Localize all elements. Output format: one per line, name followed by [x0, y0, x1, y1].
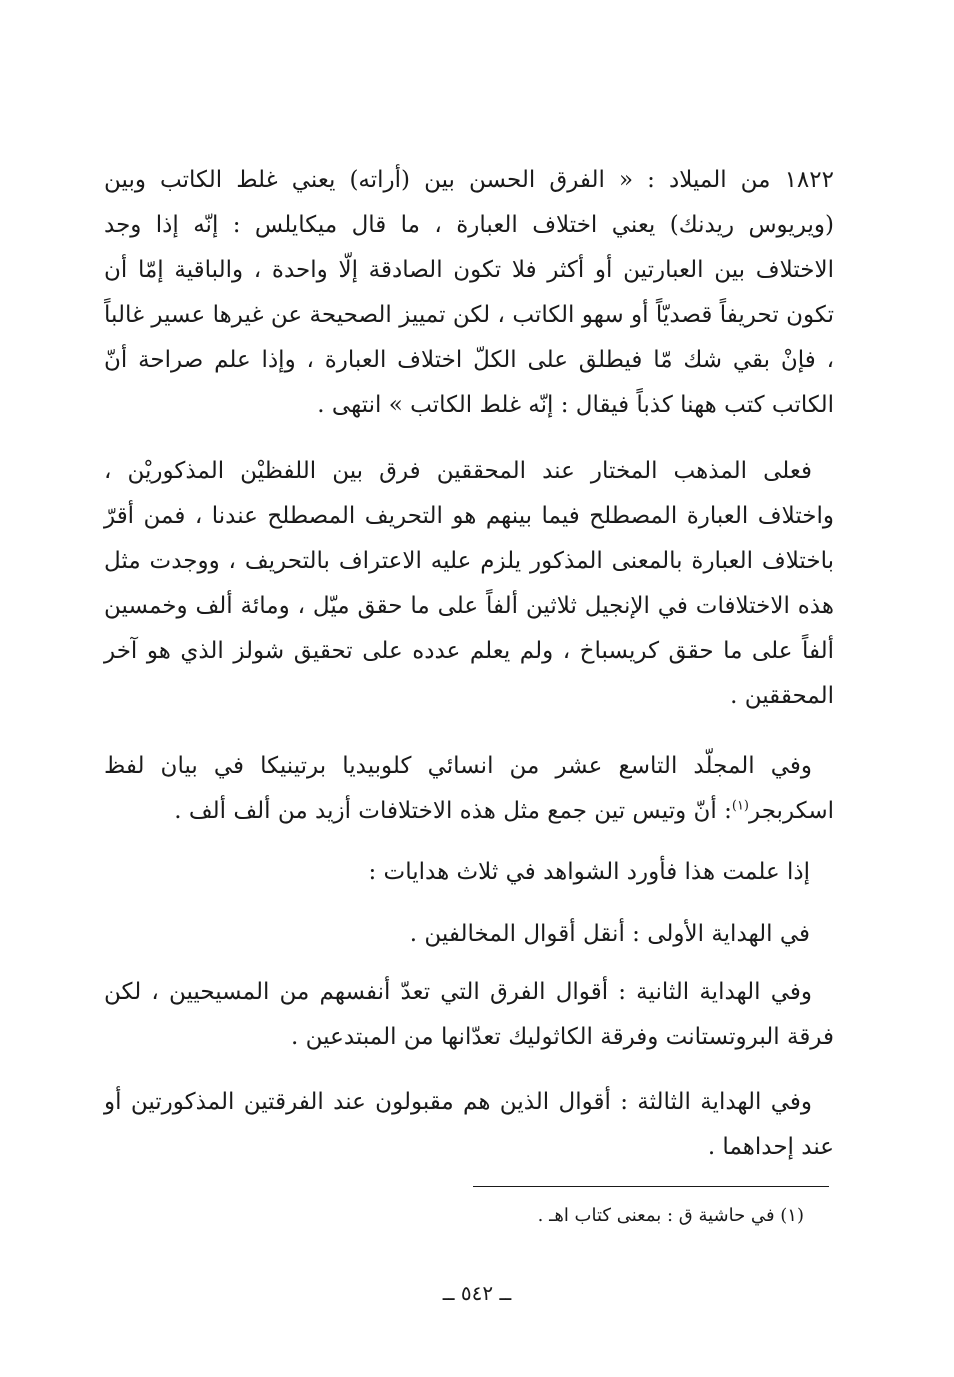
- paragraph-1: ١٨٢٢ من الميلاد : « الفرق الحسن بين (أراته) يعني غلط الكاتب وبين (ويريوس ريدنك) يعني اختلاف العبارة ، ما قال ميكايلس : إنّه إذا وجد الاختلاف بين العبارتين أو أكثر فلا تكون الصادقة إلّا واحدة ، والباقية إمّا أن تكون تحريفاً قصديّاً أو سهو الكاتب ، لكن تمييز الصحيحة عن غيرها عسير غالباً ، فإنْ بقي شك مّا فيطلق على الكلّ اختلاف العبارة ، وإذا علم صراحة أنّ الكاتب كتب ههنا كذباً فيقال : إنّه غلط الكاتب » انتهى .: [104, 167, 834, 418]
- page-number: ــ ٥٤٢ ــ: [442, 1281, 512, 1305]
- paragraph-3-text-end: : أنّ وتيس تين جمع مثل هذه الاختلافات أزيد من ألف ألف .: [174, 798, 732, 824]
- paragraph-6: وفي الهداية الثانية : أقوال الفرق التي تعدّ أنفسهم من المسيحيين ، لكن فرقة البروتستانت وفرقة الكاثوليك تعدّانها من المبتدعين .: [104, 979, 834, 1050]
- footnote: (١) في حاشية ق : بمعنى كتاب اهـ .: [537, 1205, 804, 1226]
- footnote-reference: (١): [731, 798, 749, 814]
- paragraph-7: وفي الهداية الثالثة : أقوال الذين هم مقبولون عند الفرقتين المذكورتين أو عند إحداهما .: [104, 1089, 834, 1160]
- paragraph-5: في الهداية الأولى : أنقل أقوال المخالفين .: [409, 921, 810, 947]
- footnote-separator: [473, 1186, 829, 1187]
- paragraph-3-text-start: وفي المجلّد التاسع عشر من انسائي كلوبيديا برتينيكا في بيان لفظ اسكربجر: [104, 753, 834, 824]
- paragraph-2: فعلى المذهب المختار عند المحققين فرق بين اللفظيْن المذكوريْن ، واختلاف العبارة المصطلح فيما بينهم هو التحريف المصطلح عندنا ، فمن أقرّ باختلاف العبارة بالمعنى المذكور يلزم عليه الاعتراف بالتحريف ، ووجدت مثل هذه الاختلافات في الإنجيل ثلاثين ألفاً على ما حقق ميّل ، ومائة ألف وخمسين ألفاً على ما حقق كريسباخ ، ولم يعلم عدده على تحقيق شولز الذي هو آخر المحققين .: [104, 458, 834, 709]
- paragraph-4: إذا علمت هذا فأورد الشواهد في ثلاث هدايات :: [368, 859, 810, 885]
- paragraph-3: [104, 744, 834, 834]
